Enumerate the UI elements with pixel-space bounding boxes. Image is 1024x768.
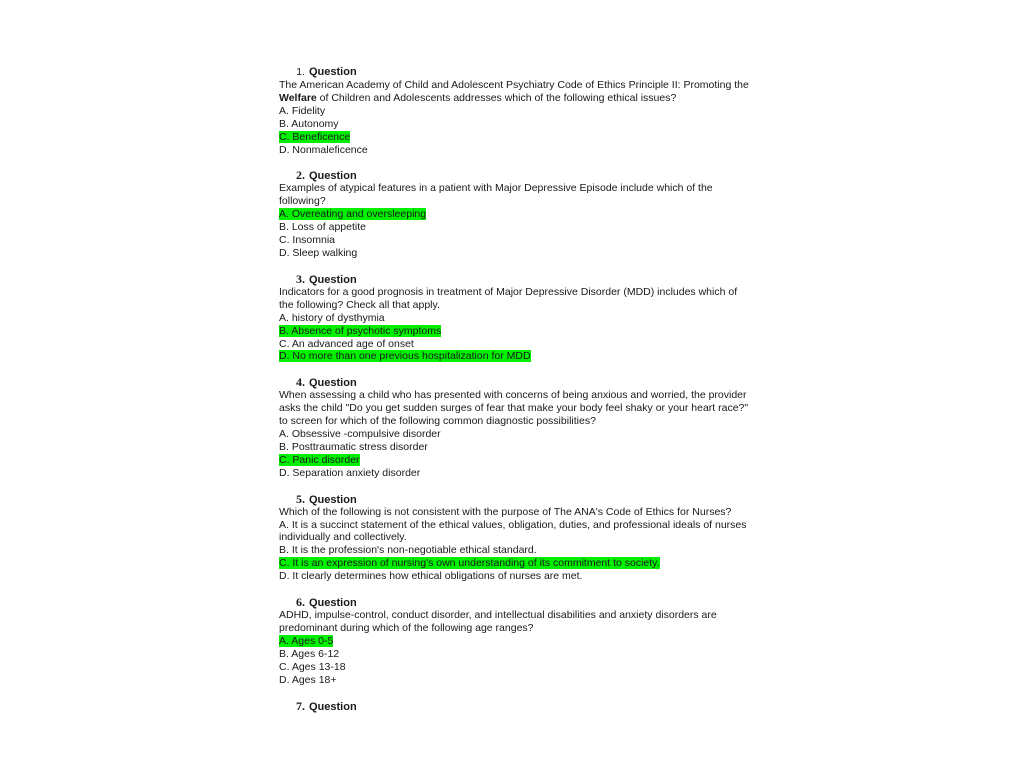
answer-option: [279, 544, 749, 557]
answer-options: [279, 635, 749, 687]
question-block: [279, 596, 749, 686]
question-block: [279, 376, 749, 479]
question-header: [279, 493, 749, 506]
answer-option-text: D. No more than one previous hospitalization for MDD: [279, 350, 531, 363]
answer-option-text: B. Posttraumatic stress disorder: [279, 440, 428, 453]
answer-option-text: D. Ages 18+: [279, 673, 337, 686]
question-number: 6.: [296, 595, 305, 610]
answer-option: [279, 234, 749, 247]
answer-options: [279, 105, 749, 157]
answer-option-correct: [279, 454, 749, 467]
answer-option-text: C. Beneficence: [279, 130, 351, 143]
question-header: [279, 66, 749, 79]
question-stem: [279, 79, 749, 105]
question-title: Question: [309, 170, 357, 183]
answer-option-text: A. It is a succinct statement of the ethical values, obligation, duties, and professional ideals of nurses individually and collectively.: [279, 518, 747, 544]
answer-option-text: B. It is the profession's non-negotiable ethical standard.: [279, 544, 537, 557]
answer-option: [279, 661, 749, 674]
answer-option: [279, 221, 749, 234]
answer-option: [279, 570, 749, 583]
answer-option-correct: [279, 557, 749, 570]
stem-text: Examples of atypical features in a patient with Major Depressive Episode include which of the following?: [279, 182, 713, 208]
question-header: [279, 273, 749, 286]
question-block: [279, 493, 749, 583]
answer-options: [279, 519, 749, 584]
question-block: [279, 66, 749, 156]
answer-option-text: A. Fidelity: [279, 104, 326, 117]
question-block: [279, 169, 749, 259]
answer-option-text: B. Autonomy: [279, 117, 339, 130]
answer-option-text: C. Ages 13-18: [279, 660, 346, 673]
answer-option: [279, 674, 749, 687]
answer-option-text: B. Loss of appetite: [279, 221, 366, 234]
answer-option-text: D. Sleep walking: [279, 246, 358, 259]
answer-option-text: C. It is an expression of nursing's own understanding of its commitment to society.: [279, 557, 660, 570]
answer-option-text: D. Separation anxiety disorder: [279, 466, 421, 479]
question-stem: [279, 182, 749, 208]
answer-option-text: B. Ages 6-12: [279, 647, 340, 660]
answer-option-correct: [279, 350, 749, 363]
answer-options: [279, 312, 749, 364]
question-header: [279, 700, 749, 713]
question-block: [279, 700, 749, 713]
stem-text: Indicators for a good prognosis in treatment of Major Depressive Disorder (MDD) includes which of the following? Check all that apply.: [279, 285, 738, 311]
answer-option-text: D. It clearly determines how ethical obligations of nurses are met.: [279, 570, 583, 583]
answer-option-correct: [279, 131, 749, 144]
question-number: 4.: [296, 375, 305, 390]
answer-option: [279, 118, 749, 131]
answer-option-text: A. Overeating and oversleeping: [279, 208, 427, 221]
answer-option: [279, 338, 749, 351]
stem-text: When assessing a child who has presented with concerns of being anxious and worried, the provider asks the child "Do you get sudden surges of fear that make your body feel shaky or your heart race?" to screen for which of the following common diagnostic possibilities?: [279, 389, 749, 428]
question-stem: [279, 286, 749, 312]
answer-option: [279, 105, 749, 118]
question-number: 3.: [296, 271, 305, 286]
question-header: [279, 596, 749, 609]
answer-option-text: A. Ages 0-5: [279, 634, 334, 647]
answer-options: [279, 208, 749, 260]
answer-options: [279, 428, 749, 480]
question-title: Question: [309, 597, 357, 610]
question-header: [279, 376, 749, 389]
answer-option: [279, 312, 749, 325]
answer-option-text: C. Panic disorder: [279, 453, 360, 466]
answer-option: [279, 428, 749, 441]
answer-option-text: A. history of dysthymia: [279, 311, 385, 324]
question-title: Question: [309, 377, 357, 390]
question-number: 7.: [296, 698, 305, 713]
question-number: 1.: [296, 66, 305, 78]
stem-text: of Children and Adolescents addresses which of the following ethical issues?: [316, 91, 677, 104]
answer-option-text: D. Nonmaleficence: [279, 143, 368, 156]
answer-option-text: B. Absence of psychotic symptoms: [279, 324, 442, 337]
stem-text: The American Academy of Child and Adolescent Psychiatry Code of Ethics Principle II: Promoting the: [279, 79, 749, 91]
question-title: Question: [309, 273, 357, 286]
answer-option-text: A. Obsessive -compulsive disorder: [279, 428, 441, 441]
document-body: [279, 66, 749, 726]
answer-option: [279, 467, 749, 480]
answer-option-correct: [279, 325, 749, 338]
answer-option: [279, 648, 749, 661]
answer-option-correct: [279, 208, 749, 221]
question-number: 5.: [296, 491, 305, 506]
answer-option: [279, 441, 749, 454]
answer-option: [279, 247, 749, 260]
answer-option-text: C. Insomnia: [279, 234, 336, 247]
answer-option: [279, 144, 749, 157]
question-title: Question: [309, 700, 357, 713]
stem-text: Which of the following is not consistent with the purpose of The ANA's Code of Ethics for Nurses?: [279, 505, 732, 518]
stem-text: ADHD, impulse-control, conduct disorder, and intellectual disabilities and anxiety disorders are predominant during which of the following age ranges?: [279, 609, 717, 634]
question-block: [279, 273, 749, 363]
answer-option-text: C. An advanced age of onset: [279, 337, 414, 350]
question-title: Question: [309, 66, 357, 78]
question-header: [279, 169, 749, 182]
question-number: 2.: [296, 168, 305, 183]
stem-emphasis: Welfare: [279, 91, 317, 104]
answer-option: [279, 519, 749, 545]
question-stem: [279, 506, 749, 519]
question-stem: [279, 389, 749, 428]
question-stem: [279, 609, 749, 635]
answer-option-correct: [279, 635, 749, 648]
question-title: Question: [309, 493, 357, 506]
